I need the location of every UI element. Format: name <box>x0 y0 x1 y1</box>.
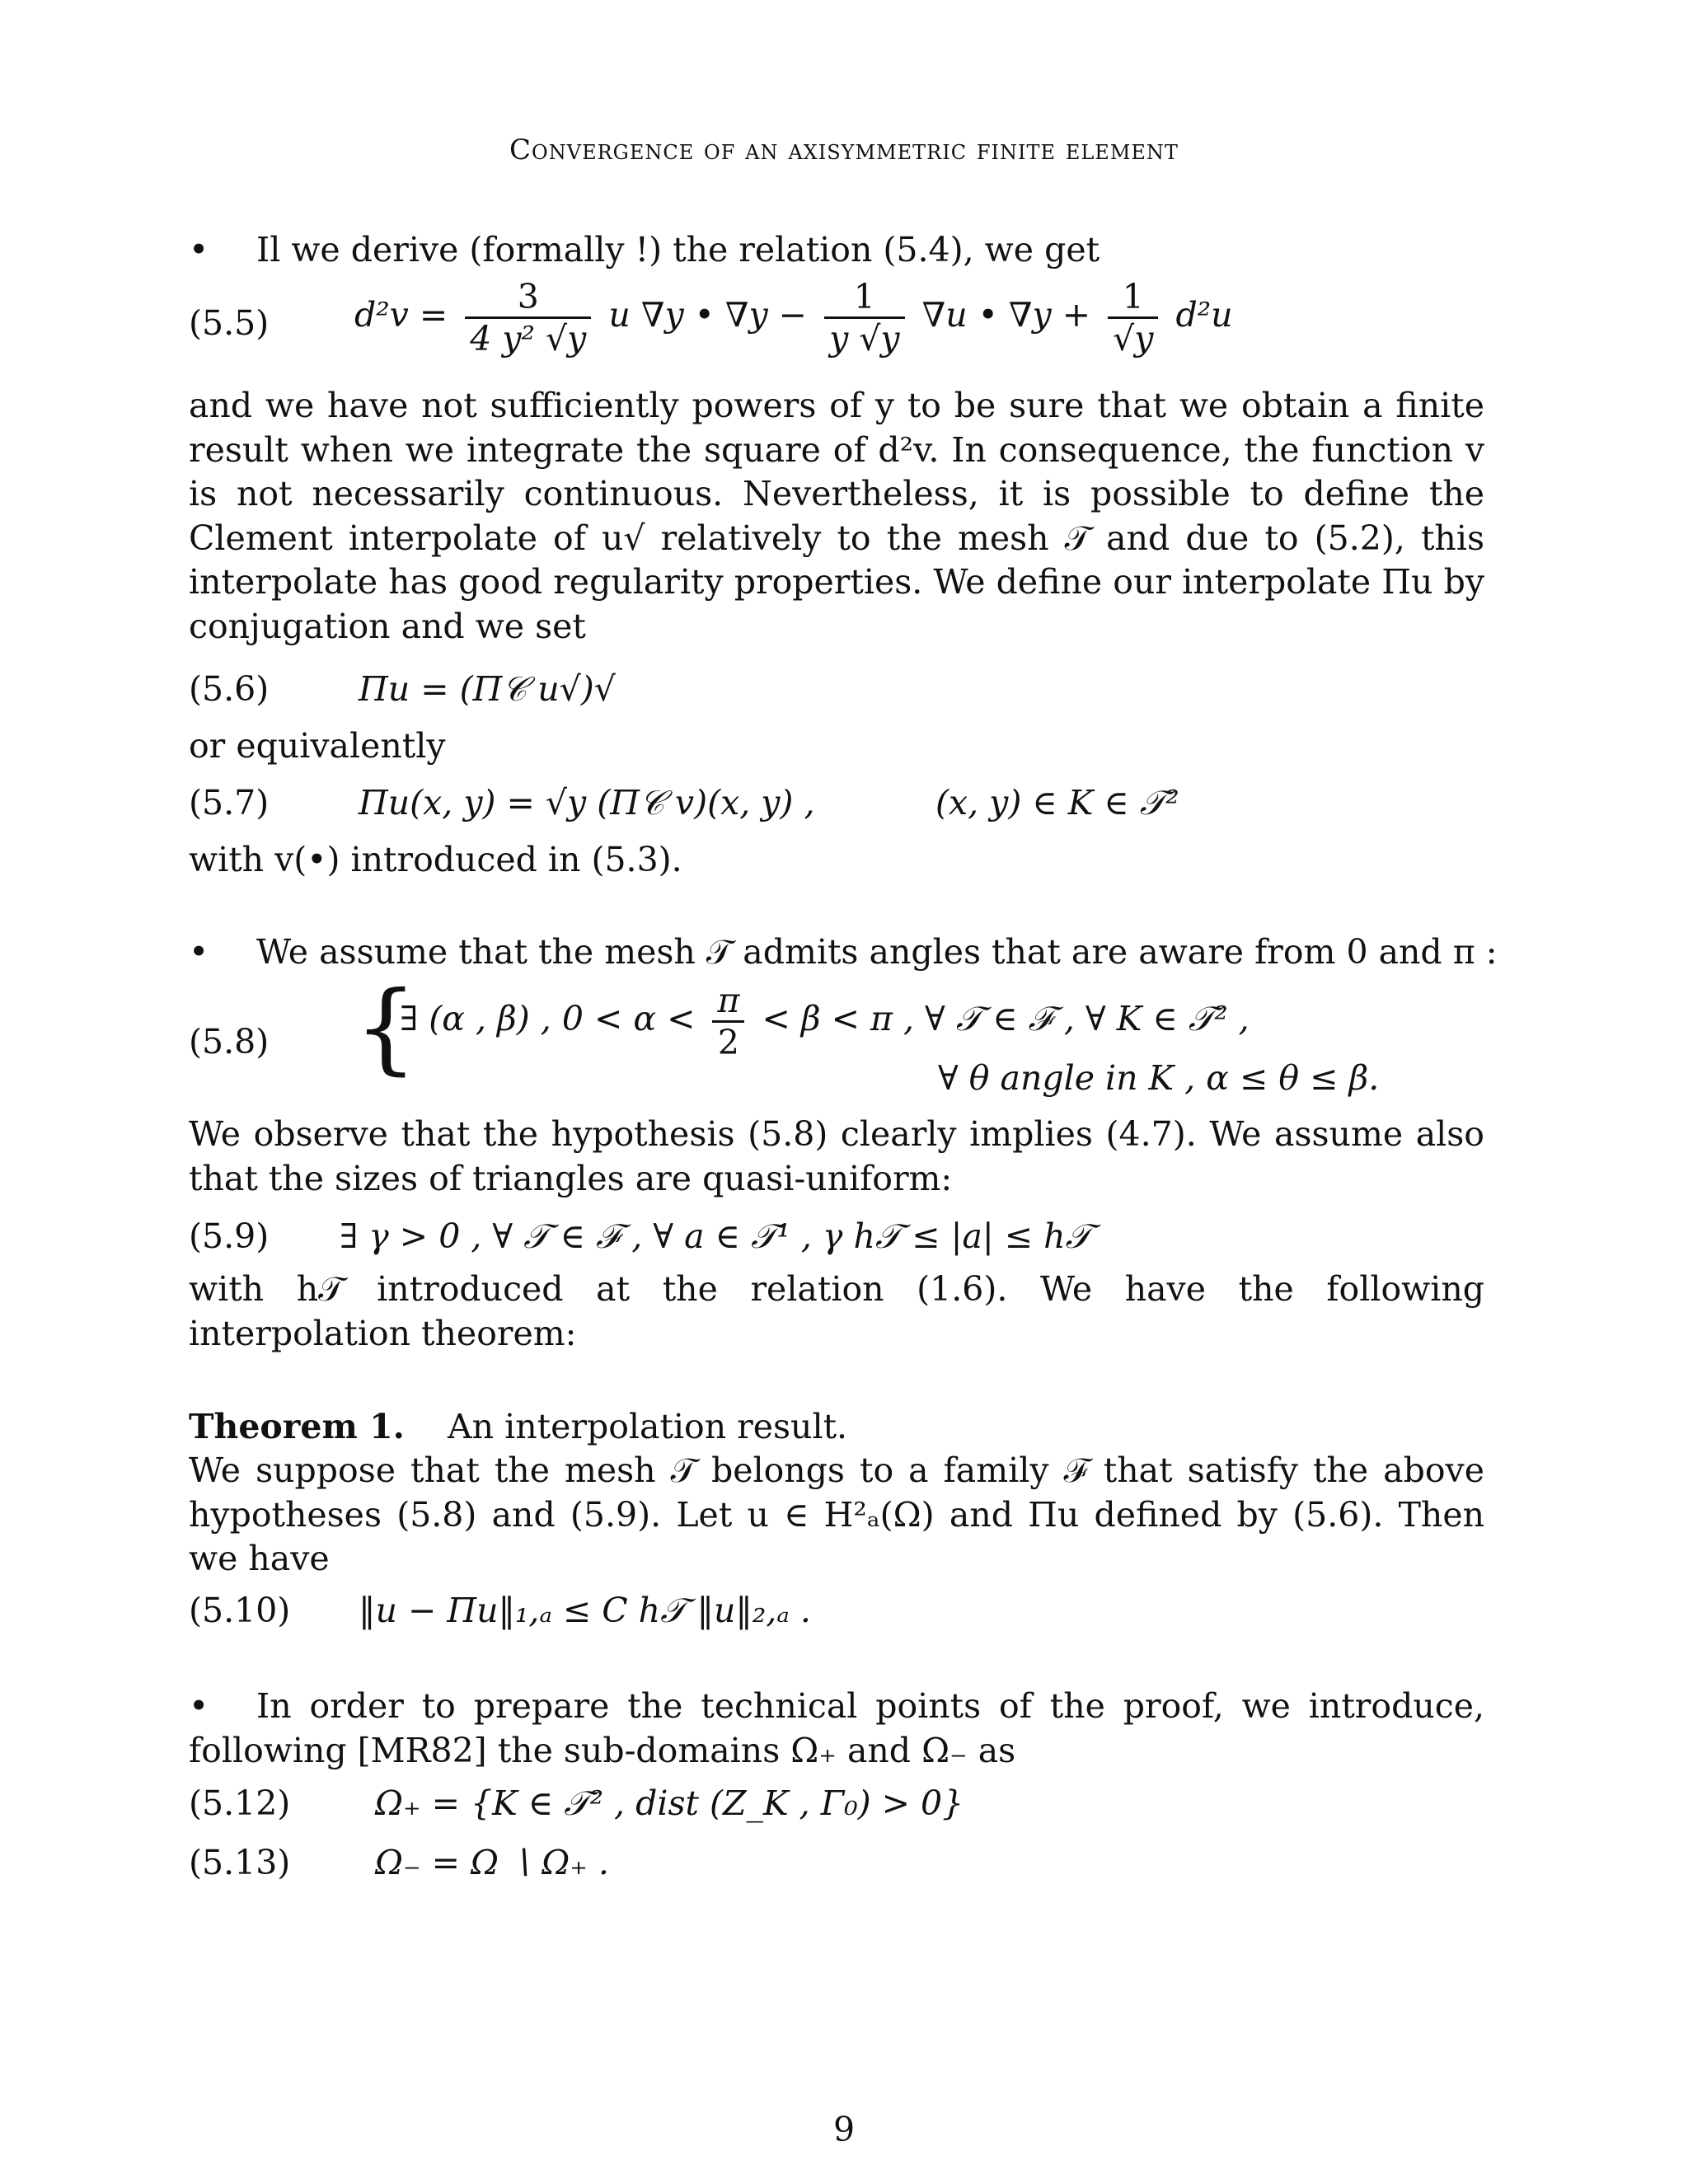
pi-num: π <box>717 981 740 1020</box>
eq-5-6: Πu = (Π𝒞 u√)√ <box>359 669 616 709</box>
block2-intro-line <box>189 930 1498 974</box>
running-header: Convergence of an axisymmetric finite element <box>509 134 1179 166</box>
eq-5-8-label: (5.8) <box>189 1022 270 1062</box>
block1-paragraph: and we have not sufficiently powers of y to be sure that we obtain a finite result when we integrate the square of d²v. In consequence, the function v is not necessarily continuous. Nevertheless, it is possible to define the Clement interpolate of u√ relatively to the mesh 𝒯 and due to (5.2), this interpolate has good regularity properties. We define our interpolate Πu by conjugation and we set <box>189 386 1484 646</box>
eq-5-5-frac3 <box>1108 277 1158 359</box>
block2-intro: We assume that the mesh 𝒯 admits angles that are aware from 0 and π : <box>256 932 1498 972</box>
eq-5-12-label: (5.12) <box>189 1783 291 1823</box>
eq-5-5-term3: d²u <box>1175 295 1233 335</box>
eq-5-8-part-a: ∃ (α , β) , 0 < α < <box>400 999 696 1038</box>
page-number: 9 <box>832 2110 856 2149</box>
or-equivalently: or equivalently <box>189 726 446 766</box>
block1-intro-line <box>189 227 1484 272</box>
eq-5-8-line1 <box>400 981 1250 1062</box>
eq-5-8-line2: ∀ θ angle in K , α ≤ θ ≤ β. <box>938 1058 1380 1098</box>
block2-paragraph: We observe that the hypothesis (5.8) clearly implies (4.7). We assume also that the sizes of triangles are quasi-uniform: <box>189 1114 1484 1198</box>
pi-den: 2 <box>712 1020 744 1062</box>
eq-5-5-frac1 <box>465 277 591 359</box>
eq-5-6-label: (5.6) <box>189 669 270 709</box>
frac3-num: 1 <box>1122 277 1144 316</box>
eq-5-10-label: (5.10) <box>189 1591 291 1630</box>
eq-5-5-label: (5.5) <box>189 303 270 343</box>
frac1-den: 4 y² √y <box>465 316 591 359</box>
theorem-body: We suppose that the mesh 𝒯 belongs to a family ℱ that satisfy the above hypotheses (5.8) and (5.9). Let u ∈ H²ₐ(Ω) and Πu defined by (5.6). Then we have <box>189 1451 1484 1578</box>
eq-5-10: ‖u − Πu‖₁,ₐ ≤ C h𝒯 ‖u‖₂,ₐ . <box>359 1591 811 1630</box>
bullet: • <box>189 230 209 269</box>
block3-paragraph <box>189 1685 1484 1773</box>
bullet: • <box>189 1686 209 1726</box>
pi-over-2 <box>712 981 744 1062</box>
eq-5-8-part-b: < β < π , ∀ 𝒯 ∈ ℱ , ∀ K ∈ 𝒯² , <box>762 999 1250 1038</box>
eq-5-5-frac2 <box>824 277 904 359</box>
eq-5-5-term1: u ∇y • ∇y − <box>608 295 808 335</box>
eq-5-5-lhs: d²v = <box>354 295 448 335</box>
eq-5-5 <box>354 277 1233 359</box>
eq-5-7: Πu(x, y) = √y (Π𝒞 v)(x, y) , <box>359 783 815 823</box>
block2-paragraph2: with h𝒯 introduced at the relation (1.6). We have the following interpolation theorem: <box>189 1269 1484 1353</box>
theorem-label: Theorem 1. <box>189 1407 405 1446</box>
eq-5-5-term2: ∇u • ∇y + <box>921 295 1091 335</box>
eq-5-13-label: (5.13) <box>189 1843 291 1882</box>
block3-intro: In order to prepare the technical points of the proof, we introduce, following [MR82] the sub-domains Ω₊ and Ω₋ as <box>189 1686 1484 1770</box>
frac1-num: 3 <box>517 277 539 316</box>
frac3-den: √y <box>1108 316 1158 359</box>
with-v-line: with v(•) introduced in (5.3). <box>189 840 682 879</box>
eq-5-7-domain: (x, y) ∈ K ∈ 𝒯² <box>935 783 1179 823</box>
eq-5-9: ∃ γ > 0 , ∀ 𝒯 ∈ ℱ , ∀ a ∈ 𝒯¹ , γ h𝒯 ≤ |a| ≤ h𝒯 <box>340 1216 1091 1256</box>
eq-5-13: Ω₋ = Ω ∖ Ω₊ . <box>375 1843 609 1882</box>
bullet: • <box>189 932 209 972</box>
theorem-title: An interpolation result. <box>448 1407 848 1446</box>
frac2-num: 1 <box>853 277 875 316</box>
eq-5-7-label: (5.7) <box>189 783 270 823</box>
left-brace: { <box>354 971 418 1085</box>
eq-5-12: Ω₊ = {K ∈ 𝒯² , dist (Z_K , Γ₀) > 0} <box>375 1783 964 1823</box>
frac2-den: y √y <box>824 316 904 359</box>
theorem-heading <box>189 1404 1484 1449</box>
eq-5-9-label: (5.9) <box>189 1216 270 1256</box>
block1-intro: Il we derive (formally !) the relation (5.4), we get <box>256 230 1100 269</box>
